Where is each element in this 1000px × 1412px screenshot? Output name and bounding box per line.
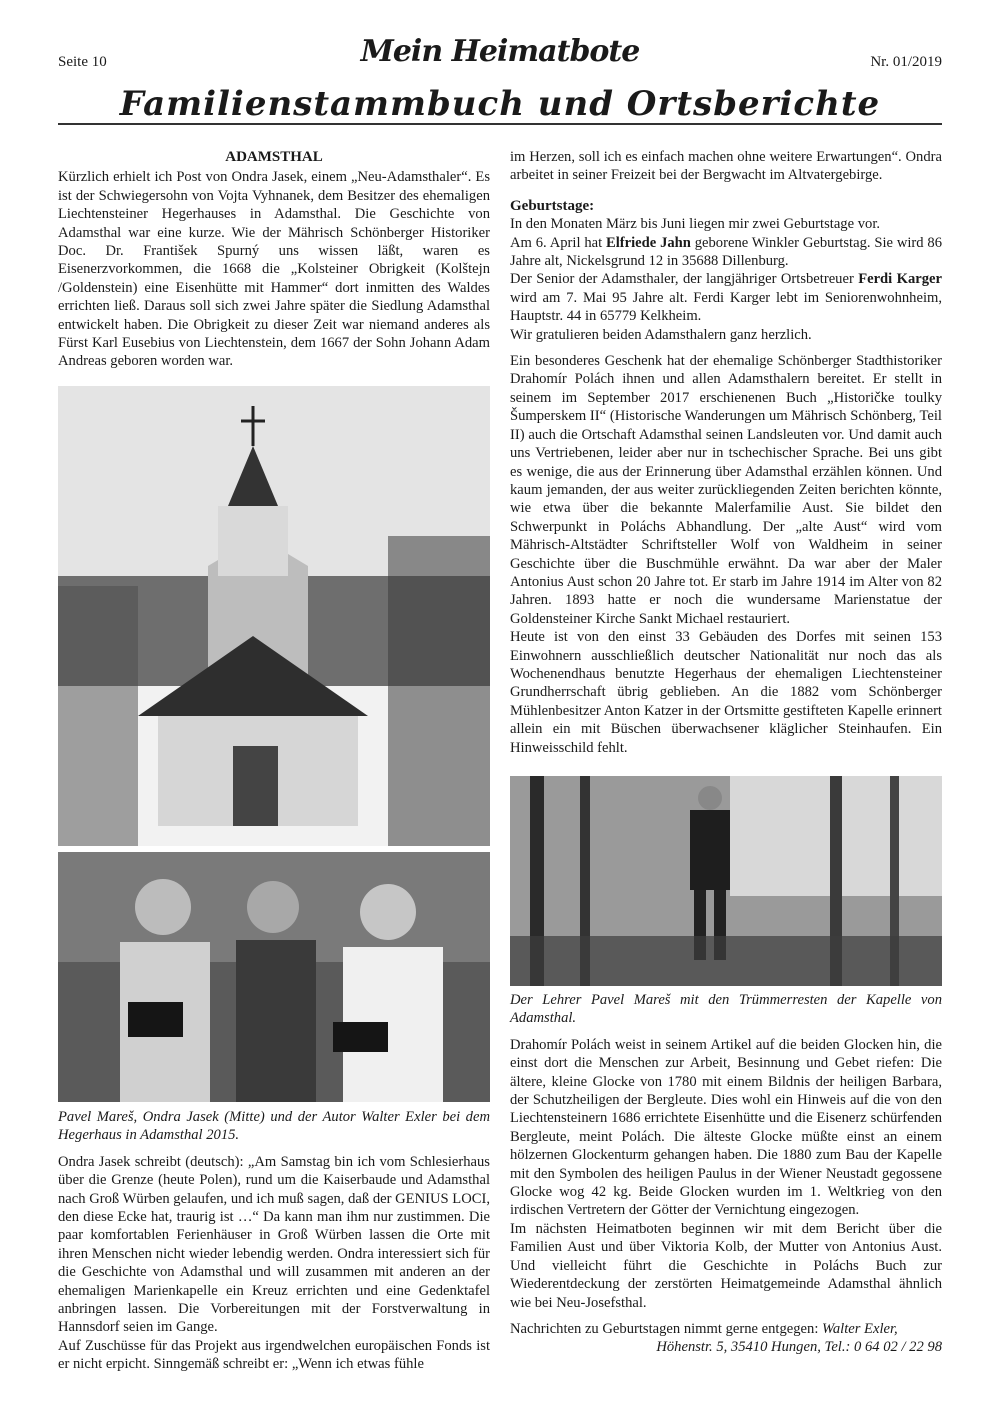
chapel-photo <box>58 386 490 846</box>
contact-address: Höhenstr. 5, 35410 Hungen, Tel.: 0 64 02 / 22 98 <box>656 1339 942 1356</box>
birthdays-intro: In den Monaten März bis Juni liegen mir zwei Geburtstage vor. <box>510 216 881 233</box>
letter-paragraph-1: Ondra Jasek schreibt (deutsch): „Am Samstag bin ich vom Schlesierhaus über die Grenze (heute Polen), rund um die Kaiserbaude und Adamsthal nach Groß Würben gelaufen, und ich muß sagen, daß der GENIUS LOCI, den diese Ecke hat, traurig ist …“ Da kann man ihm nur zustimmen. Die paar komfortablen Ferienhäuser in Groß Würben lassen die Orte mit ihren Menschen nicht wieder lebendig werden. Ondra interessiert sich für die Geschichte von Adamsthal und will zusammen mit anderen an der ehemaligen Marienkapelle ein Kreuz errichten und eine Gedenktafel anbringen lassen. Die Vorbereitungen mit der Forstverwaltung in Hannsdorf seien im Gange. <box>58 1153 490 1336</box>
forest-photo <box>510 776 942 986</box>
right-column <box>510 148 942 757</box>
article-headline: ADAMSTHAL <box>225 149 323 165</box>
group-photo-caption-block <box>58 1108 490 1374</box>
forest-photo-caption: Der Lehrer Pavel Mareš mit den Trümmerresten der Kapelle von Adamsthal. <box>510 992 942 1027</box>
masthead-logo: Mein Heimatbote <box>360 34 640 69</box>
birthday-entry-1: Am 6. April hat Elfriede Jahn geborene Winkler Geburtstag. Sie wird 86 Jahre alt, Nickelsgrund 12 in 35688 Dillenburg. <box>510 234 942 270</box>
birthday-name-1: Elfriede Jahn <box>605 234 691 251</box>
today-paragraph: Heute ist von den einst 33 Gebäuden des Dorfes mit seinen 153 Einwohnern ausschließlich deutscher Nationalität nur noch das als Wochenendhaus benutzte Hegerhaus der ehemaligen Liechtensteiner Grundherrschaft übrig geblieben. An die 1882 vom Schönberger Mühlenbesitzer Anton Katzer in der Ortsmitte gestifteten Kapelle erinnert allein ein mit Büschen überwachsener kläglicher Steinhaufen. Ein Hinweisschild fehlt. <box>510 629 942 756</box>
birthdays-heading: Geburtstage: <box>510 197 595 214</box>
header-rule <box>58 123 942 125</box>
intro-paragraph: Kürzlich erhielt ich Post von Ondra Jasek, einem „Neu-Adamsthaler“. Es ist der Schwiegersohn von Vojta Vyhnanek, dem Besitzer des ehemaligen Liechtensteiner Hegerhauses in Adamsthal. Die Geschichte von Adamsthal war eine kurze. Wie der Mährisch Schönberger Historiker Doc. Dr. František Spurný uns wissen läßt, waren es Eisenerzvorkommen, die 1668 die „Kolsteiner Obrigkeit (Kolštejn /Goldenstein) eine Eisenhütte mit Hammer“ dort inmitten des Waldes errichten ließ. Daraus soll sich zwei Jahre später die Siedlung Adamsthal entwickelt haben. Die Obrigkeit zu dieser Zeit war niemand anderes als Fürst Karl Eusebius von Liechtenstein, dem 1667 der Sohn Johann Adam Andreas geboren worden war. <box>58 169 490 370</box>
group-photo <box>58 852 490 1102</box>
issue-number: Nr. 01/2019 <box>870 54 942 70</box>
left-column <box>58 148 490 371</box>
birthday-name-2: Ferdi Karger <box>858 271 942 288</box>
right-lower-block <box>510 991 942 1357</box>
bells-paragraph: Drahomír Polách weist in seinem Artikel auf die beiden Glocken hin, die einst dort die Menschen zur Arbeit, Besinnung und Gebet riefen: Die ältere, kleine Glocke von 1780 mit einem Bildnis der heiligen Barbara, der Schutzheiligen der Bergleute. Dies wohl ein Hinweis auf die von den Liechtensteinern 1686 errichtete Eisenhütte und die Eisenerz schürfenden Bergleute, meint Polách. Die älteste Glocke müßte einst an einem hölzernen Glockenturm gehangen haben. Die 1880 zum Bau der Kapelle mit den Symbolen des heiligen Paulus in der Wiener Neustadt gegossene Glocke wog 42 kg. Beide Glocken wurden im 1. Weltkrieg von den irdischen Vertretern der Götter der Vernichtung eingezogen. <box>510 1036 942 1219</box>
contact-line: Nachrichten zu Geburtstagen nimmt gerne entgegen: Walter Exler, <box>510 1320 898 1337</box>
continuation-paragraph: im Herzen, soll ich es einfach machen ohne weitere Erwartungen“. Ondra arbeitet in seiner Freizeit bei der Bergwacht im Altvatergebirge. <box>510 149 942 184</box>
next-issue-paragraph: Im nächsten Heimatboten beginnen wir mit dem Bericht über die Familien Aust und über Viktoria Kolb, der Mutter von Antonius Aust. Und vielleicht führt die Geschichte in Poláchs Buch zur Wiederentdeckung der zerstörten Heimatgemeinde Adamsthal ähnlich wie bei Neu-Josefsthal. <box>510 1220 942 1311</box>
page-number: Seite 10 <box>58 54 107 70</box>
contact-name: Walter Exler, <box>822 1320 898 1337</box>
letter-paragraph-2: Auf Zuschüsse für das Projekt aus irgendwelchen europäischen Fonds ist er nicht erpicht. Sinngemäß schreibt er: „Wenn ich etwas fühle <box>58 1337 490 1373</box>
congrats-line: Wir gratulieren beiden Adamsthalern ganz herzlich. <box>510 326 812 343</box>
birthday-entry-2: Der Senior der Adamsthaler, der langjähriger Ortsbetreuer Ferdi Karger wird am 7. Mai 95 Jahre alt. Ferdi Karger lebt im Seniorenwohnheim, Hauptstr. 44 in 65779 Kelkheim. <box>510 271 942 325</box>
section-title: Familienstammbuch und Ortsberichte <box>119 84 881 124</box>
group-photo-caption: Pavel Mareš, Ondra Jasek (Mitte) und der Autor Walter Exler bei dem Hegerhaus in Adamsthal 2015. <box>58 1109 490 1144</box>
gift-paragraph: Ein besonderes Geschenk hat der ehemalige Schönberger Stadthistoriker Drahomír Polách ihnen und allen Adamsthalern bereitet. Er stellt in seinem im September 2017 erschienenen Buch „Historičke toulky Šumperskem II“ (Historische Wanderungen um Mährisch Schönberg, Teil II) auch die Ortschaft Adamsthal seinen Landsleuten vor. Und damit auch uns Vertriebenen, leider aber nur in tschechischer Sprache. Bei uns gibt es wenige, die aus der Erinnerung über Adamsthal erzählen können. Und kaum jemanden, der aus weiter zurückliegenden Zeiten berichten könnte, wie etwa über die bekannte Malerfamilie Aust. Sie bildet den Schwerpunkt in Poláchs Abhandlung. Der „alte Aust“ wird vom Mährisch-Altstädter Schriftsteller Wolf von Waldheim in seiner Geschichte über die Buschmühle erwähnt. Da war aber der Maler Antonius Aust schon 20 Jahre tot. Er starb im Jahre 1914 im Alter von 82 Jahren. 1893 hatte er noch die wundersame Marienstatue der Goldensteiner Kirche Sankt Michael restauriert. <box>510 353 942 627</box>
